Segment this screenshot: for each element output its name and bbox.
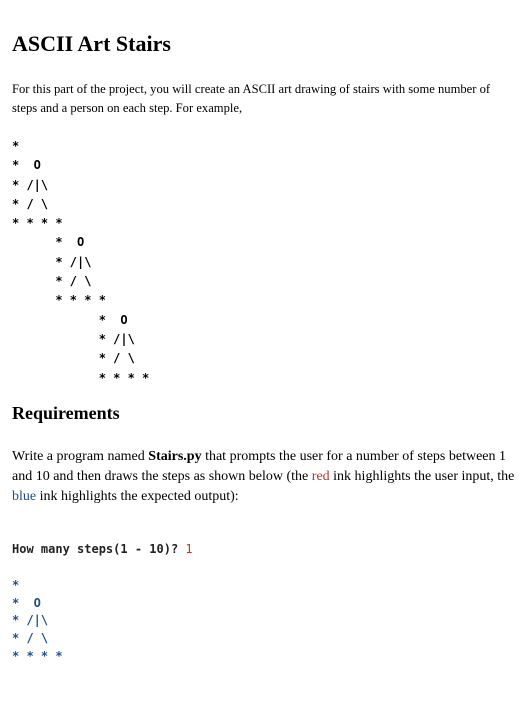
example-stairs-art: * * O * /|\ * / \ * * * * * O * /|\ * / \ * * * * * O * /|\ * / \ * * * *: [12, 139, 150, 385]
sample-output-art: * * O * /|\ * / \ * * * *: [12, 578, 63, 663]
prompt-text: How many steps(1 - 10)?: [12, 542, 186, 556]
program-name: Stairs.py: [148, 449, 202, 464]
requirements-text-1: Write a program named: [12, 449, 149, 464]
page-title: ASCII Art Stairs: [12, 31, 171, 56]
requirements-text-2: that prompts the user for a number of steps between 1 and 10 and then draws the steps as shown below (the: [12, 449, 506, 484]
requirements-heading: Requirements: [12, 403, 120, 423]
blue-ink-word: blue: [12, 489, 37, 504]
red-ink-word: red: [311, 469, 330, 484]
requirements-text-3: ink highlights the user input, the: [329, 469, 515, 484]
requirements-text-4: ink highlights the expected output):: [36, 489, 239, 504]
sample-prompt-line: [12, 539, 193, 559]
requirements-paragraph: [12, 447, 518, 507]
user-input-value: 1: [185, 542, 193, 556]
intro-paragraph: For this part of the project, you will create an ASCII art drawing of stairs with some number of steps and a person on each step. For example,: [12, 82, 491, 115]
